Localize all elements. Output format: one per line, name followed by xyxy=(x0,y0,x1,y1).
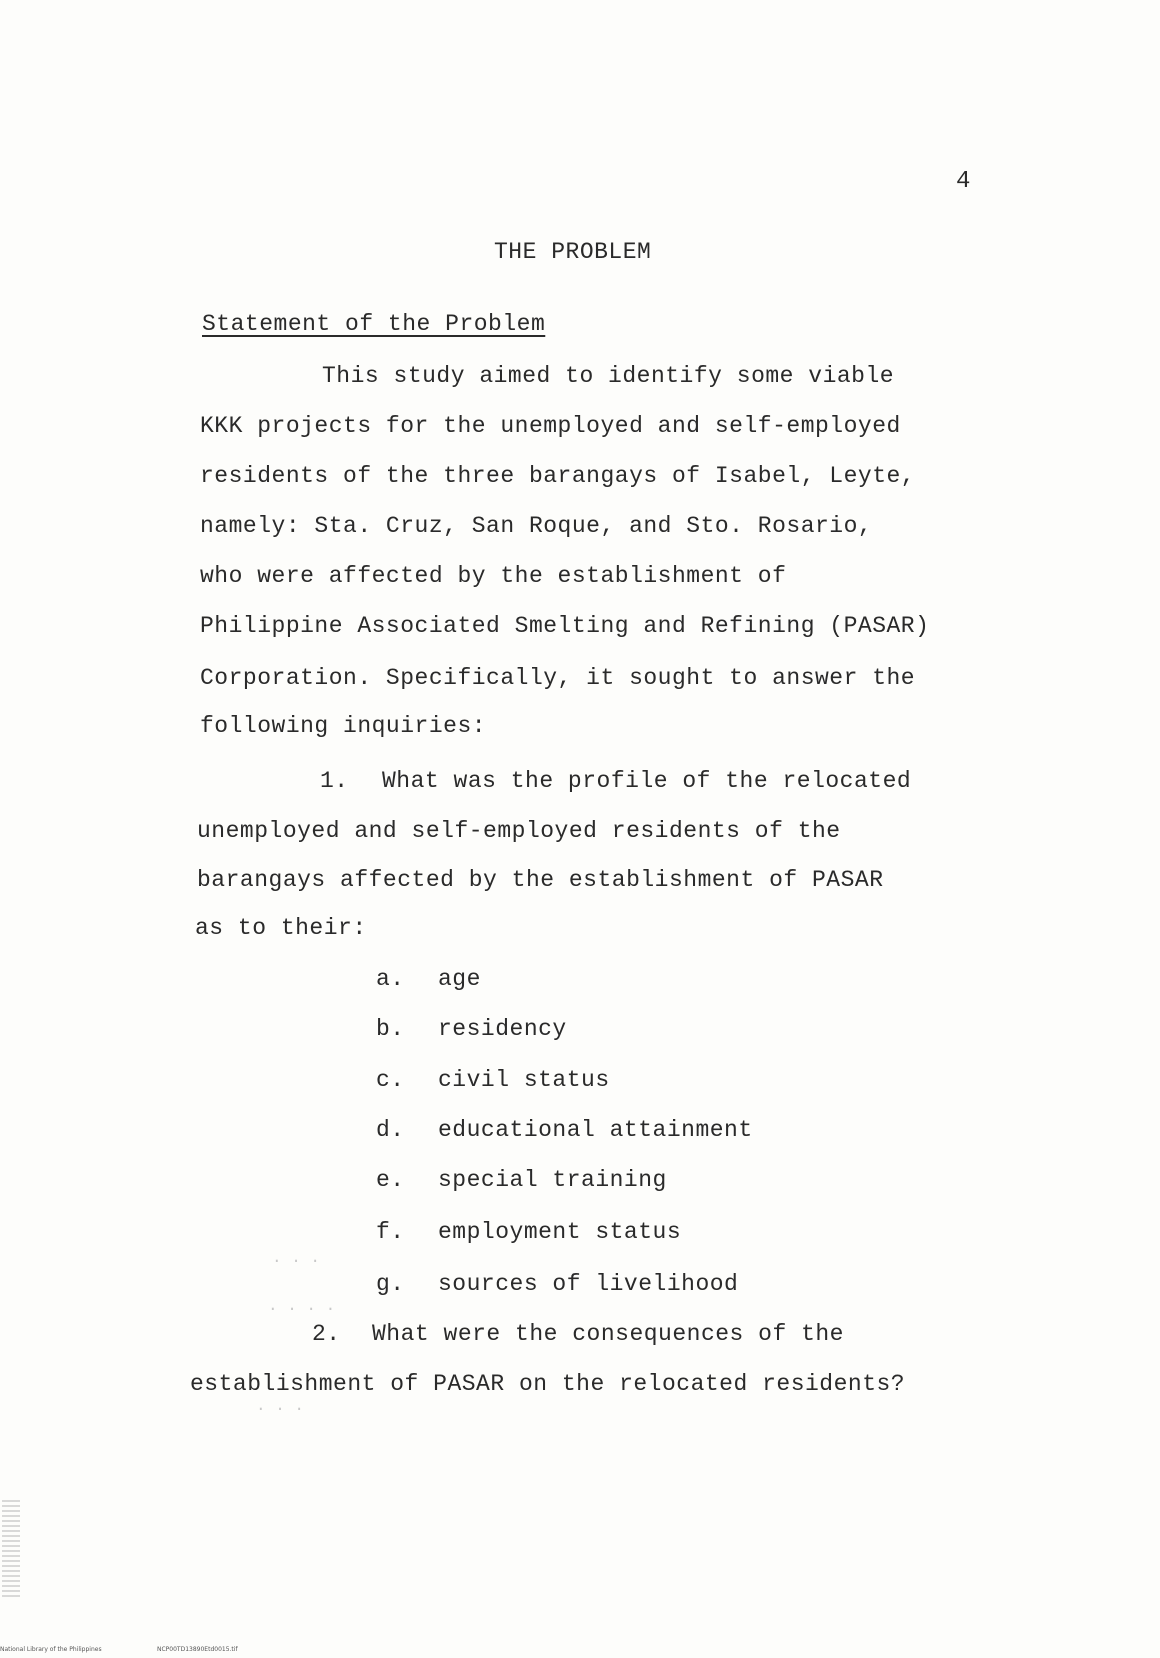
subsection-heading: Statement of the Problem xyxy=(202,311,546,337)
page-number: 4 xyxy=(956,168,971,195)
section-heading: THE PROBLEM xyxy=(494,239,652,265)
list-item: employment status xyxy=(438,1219,682,1245)
footer-file-id: NCP00TD13890Etd0015.tif xyxy=(157,1646,238,1653)
list-item: educational attainment xyxy=(438,1117,753,1143)
list-item-letter: e. xyxy=(376,1167,405,1193)
paragraph-line: following inquiries: xyxy=(200,713,487,739)
question-line: as to their: xyxy=(195,915,367,941)
scan-edge-noise xyxy=(2,1500,20,1600)
list-item-letter: g. xyxy=(376,1271,405,1297)
question-line: What were the consequences of the xyxy=(372,1321,844,1347)
list-item: sources of livelihood xyxy=(438,1271,739,1297)
list-item-letter: b. xyxy=(376,1016,405,1042)
list-item: special training xyxy=(438,1167,667,1193)
paragraph-line: This study aimed to identify some viable xyxy=(322,363,895,389)
bleed-through-mark: · · · xyxy=(256,1400,305,1418)
question-line: What was the profile of the relocated xyxy=(382,768,912,794)
list-item-letter: c. xyxy=(376,1067,405,1093)
list-item: residency xyxy=(438,1016,567,1042)
paragraph-line: who were affected by the establishment of xyxy=(200,563,787,589)
question-line: unemployed and self-employed residents of the xyxy=(197,818,841,844)
bleed-through-mark: · · · · xyxy=(268,1300,336,1318)
paragraph-line: Corporation. Specifically, it sought to answer the xyxy=(200,665,916,691)
question-line: barangays affected by the establishment of PASAR xyxy=(197,867,884,893)
bleed-through-mark: · · · xyxy=(272,1252,321,1270)
footer-library-label: National Library of the Philippines xyxy=(0,1646,102,1653)
question-number: 2. xyxy=(312,1321,341,1347)
list-item-letter: f. xyxy=(376,1219,405,1245)
paragraph-line: KKK projects for the unemployed and self-employed xyxy=(200,413,901,439)
list-item-letter: a. xyxy=(376,966,405,992)
list-item-letter: d. xyxy=(376,1117,405,1143)
question-line: establishment of PASAR on the relocated residents? xyxy=(190,1371,906,1397)
question-number: 1. xyxy=(320,768,349,794)
list-item: civil status xyxy=(438,1067,610,1093)
paragraph-line: Philippine Associated Smelting and Refining (PASAR) xyxy=(200,613,930,639)
paragraph-line: namely: Sta. Cruz, San Roque, and Sto. Rosario, xyxy=(200,513,873,539)
list-item: age xyxy=(438,966,481,992)
paragraph-line: residents of the three barangays of Isabel, Leyte, xyxy=(200,463,916,489)
